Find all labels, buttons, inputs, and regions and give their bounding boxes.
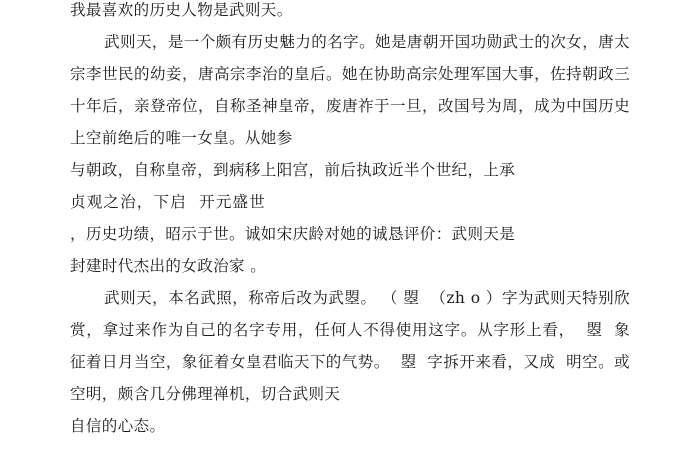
paragraph-7-clipped: 自信的心态。	[70, 417, 166, 435]
paragraph-6: 武则天，本名武照，称帝后改为武曌。 （ 曌 （zh o ）字为武则天特别欣赏，拿过来作为自己的名字专用，任何人不得使用这字。从字形上看， 曌 象征着日月当空，象征着女皇君临天下的气势。 曌 字拆开来看，又成 明空。或 空明，颇含几分佛理禅机，切合武则天	[70, 289, 641, 403]
document-body	[70, 0, 641, 435]
paragraph-3: 贞观之治，下启 开元盛世	[70, 193, 266, 211]
paragraph-5: 封建时代杰出的女政治家 。	[70, 257, 267, 275]
paragraph-2: 与朝政，自称皇帝，到病移上阳宫，前后执政近半个世纪，上承	[70, 161, 516, 179]
paragraph-opening: 我最喜欢的历史人物是武则天。	[70, 1, 293, 19]
paragraph-1: 武则天，是一个颇有历史魅力的名字。她是唐朝开国功勋武士的次女，唐太宗李世民的幼妾，唐高宗李治的皇后。她在协助高宗处理军国大事，佐持朝政三十年后，亲登帝位，自称圣神皇帝，废唐祚于一旦，改国号为周，成为中国历史上空前绝后的唯一女皇。从她参	[70, 33, 630, 147]
paragraph-4: ，历史功绩，昭示于世。诚如宋庆龄对她的诚恳评价：武则天是	[70, 225, 516, 243]
